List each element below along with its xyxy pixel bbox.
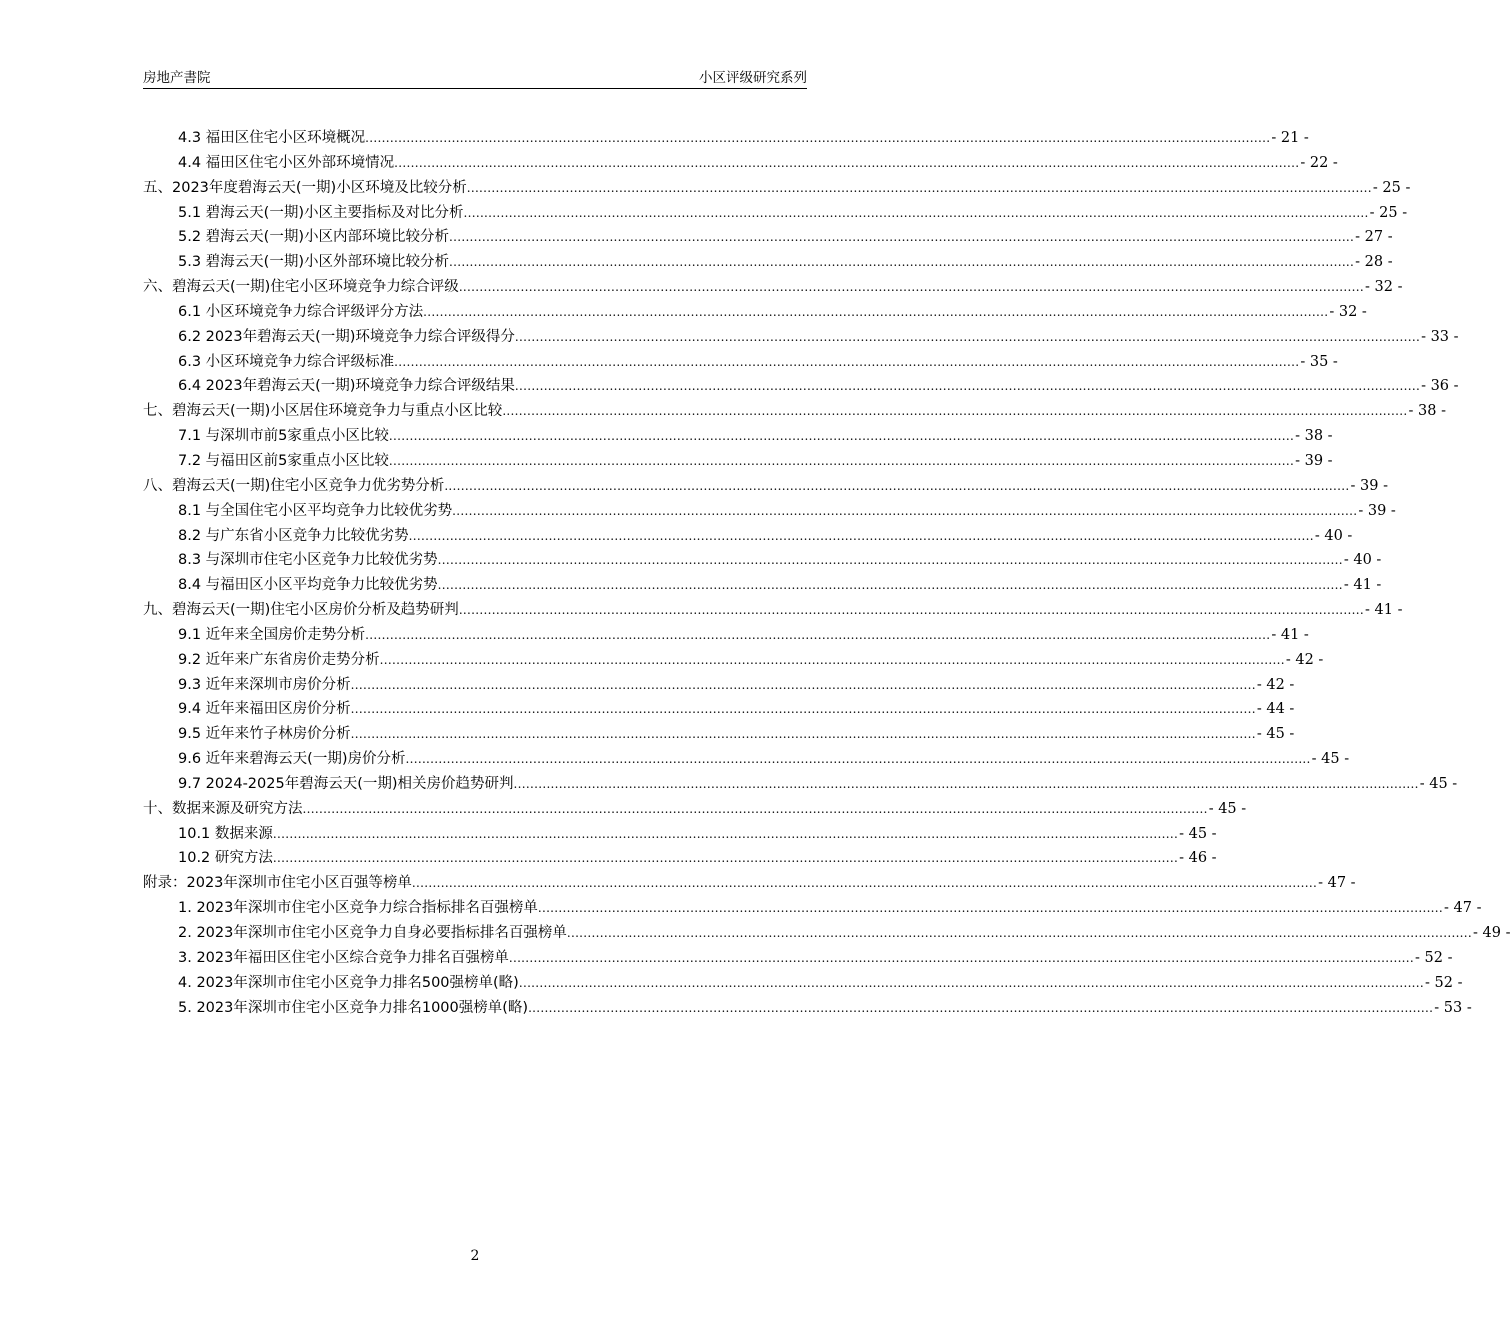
toc-dot-leader: ............................................................................................................................................................................................................................ <box>394 155 1300 170</box>
toc-entry-page: - 40 - <box>1314 527 1353 544</box>
toc-dot-leader: ............................................................................................................................................................................................................................ <box>379 652 1285 667</box>
toc-dot-leader: ............................................................................................................................................................................................................................ <box>272 851 1179 866</box>
toc-entry-page: - 41 - <box>1271 626 1309 643</box>
toc-entry[interactable] <box>143 797 1247 822</box>
toc-entry-page: - 32 - <box>1329 303 1367 320</box>
toc-dot-leader: ............................................................................................................................................................................................................................ <box>365 627 1271 642</box>
toc-entry-page: - 38 - <box>1408 403 1446 420</box>
toc-entry[interactable] <box>143 474 1388 499</box>
toc-dot-leader: ............................................................................................................................................................................................................................ <box>388 429 1295 444</box>
toc-entry[interactable] <box>143 374 1459 399</box>
toc-entry-title: 9.5 近年来竹子林房价分析 <box>178 726 351 743</box>
toc-entry[interactable] <box>143 623 1309 648</box>
toc-entry[interactable] <box>143 201 1408 226</box>
toc-entry-page: - 22 - <box>1300 154 1338 171</box>
toc-entry[interactable] <box>143 921 1511 946</box>
toc-dot-leader: ............................................................................................................................................................................................................................ <box>514 379 1421 394</box>
toc-entry-title: 10.2 研究方法 <box>178 850 273 867</box>
toc-entry-page: - 45 - <box>1179 825 1217 842</box>
toc-entry-page: - 25 - <box>1372 179 1411 196</box>
toc-entry-title: 4. 2023年深圳市住宅小区竞争力排名500强榜单(略) <box>178 974 519 991</box>
toc-entry-title: 4.3 福田区住宅小区环境概况 <box>178 130 366 146</box>
toc-entry-page: - 40 - <box>1343 552 1382 569</box>
toc-entry[interactable] <box>143 697 1295 722</box>
toc-entry[interactable] <box>143 996 1472 1021</box>
toc-entry-title: 8.1 与全国住宅小区平均竞争力比较优劣势 <box>178 502 453 519</box>
toc-entry-page: - 41 - <box>1365 602 1403 619</box>
toc-dot-leader: ............................................................................................................................................................................................................................ <box>350 702 1256 717</box>
toc-dot-leader: ............................................................................................................................................................................................................................ <box>513 776 1419 791</box>
toc-dot-leader: ............................................................................................................................................................................................................................ <box>448 230 1355 245</box>
toc-dot-leader: ............................................................................................................................................................................................................................ <box>537 901 1444 916</box>
toc-entry-page: - 39 - <box>1350 477 1388 494</box>
toc-entry[interactable] <box>143 524 1353 549</box>
toc-entry-page: - 52 - <box>1415 949 1453 966</box>
toc-dot-leader: ............................................................................................................................................................................................................................ <box>518 975 1425 990</box>
toc-entry[interactable] <box>143 225 1393 250</box>
toc-entry-title: 8.2 与广东省小区竞争力比较优劣势 <box>178 527 409 544</box>
toc-entry[interactable] <box>143 822 1217 847</box>
toc-entry-title: 5.3 碧海云天(一期)小区外部环境比较分析 <box>178 254 449 271</box>
toc-entry-title: 十、数据来源及研究方法 <box>143 800 303 817</box>
toc-entry[interactable] <box>143 424 1333 449</box>
toc-entry-page: - 42 - <box>1285 651 1324 668</box>
toc-dot-leader: ............................................................................................................................................................................................................................ <box>437 553 1343 568</box>
toc-entry-title: 7.2 与福田区前5家重点小区比较 <box>178 452 389 469</box>
toc-entry-title: 9.4 近年来福田区房价分析 <box>178 701 351 718</box>
toc-entry-title: 6.3 小区环境竞争力综合评级标准 <box>178 353 395 370</box>
toc-dot-leader: ............................................................................................................................................................................................................................ <box>514 329 1421 344</box>
toc-entry-title: 9.2 近年来广东省房价走势分析 <box>178 651 380 668</box>
toc-entry-page: - 44 - <box>1256 701 1295 718</box>
toc-entry-title: 3. 2023年福田区住宅小区综合竞争力排名百强榜单 <box>178 949 509 966</box>
toc-entry[interactable] <box>143 846 1217 871</box>
toc-entry-page: - 53 - <box>1434 999 1472 1016</box>
toc-dot-leader: ............................................................................................................................................................................................................................ <box>272 826 1179 841</box>
toc-entry-page: - 32 - <box>1365 279 1403 296</box>
toc-entry-page: - 36 - <box>1421 378 1459 395</box>
toc-entry[interactable] <box>143 325 1459 350</box>
toc-dot-leader: ............................................................................................................................................................................................................................ <box>458 603 1364 618</box>
header-publisher: 房地产書院 <box>143 70 211 86</box>
toc-entry[interactable] <box>143 350 1338 375</box>
toc-entry-title: 6.4 2023年碧海云天(一期)环境竞争力综合评级结果 <box>178 378 515 395</box>
toc-entry-page: - 33 - <box>1421 328 1459 345</box>
toc-dot-leader: ............................................................................................................................................................................................................................ <box>365 131 1271 145</box>
toc-entry-page: - 42 - <box>1256 676 1295 693</box>
toc-entry[interactable] <box>143 548 1382 573</box>
toc-entry[interactable] <box>143 250 1393 275</box>
table-of-contents <box>143 126 1511 1020</box>
toc-dot-leader: ............................................................................................................................................................................................................................ <box>448 255 1355 270</box>
toc-entry[interactable] <box>143 176 1411 201</box>
toc-entry-title: 8.4 与福田区小区平均竞争力比较优劣势 <box>178 577 438 594</box>
toc-entry[interactable] <box>143 399 1446 424</box>
toc-dot-leader: ............................................................................................................................................................................................................................ <box>350 727 1256 742</box>
toc-dot-leader: ............................................................................................................................................................................................................................ <box>452 503 1358 518</box>
toc-entry-page: - 47 - <box>1444 900 1482 917</box>
toc-entry-page: - 41 - <box>1343 577 1382 594</box>
toc-dot-leader: ............................................................................................................................................................................................................................ <box>408 528 1314 543</box>
toc-entry[interactable] <box>143 648 1324 673</box>
toc-dot-leader: ............................................................................................................................................................................................................................ <box>444 478 1350 493</box>
page-header <box>143 66 807 89</box>
toc-entry-title: 4.4 福田区住宅小区外部环境情况 <box>178 154 395 171</box>
toc-entry-title: 2. 2023年深圳市住宅小区竞争力自身必要指标排名百强榜单 <box>178 925 567 941</box>
toc-entry-title: 五、2023年度碧海云天(一期)小区环境及比较分析 <box>143 179 467 196</box>
toc-dot-leader: ............................................................................................................................................................................................................................ <box>350 677 1256 692</box>
toc-entry-page: - 45 - <box>1419 775 1458 792</box>
toc-entry-page: - 28 - <box>1355 254 1393 271</box>
toc-dot-leader: ............................................................................................................................................................................................................................ <box>437 578 1343 593</box>
toc-entry-title: 7.1 与深圳市前5家重点小区比较 <box>178 428 389 445</box>
toc-entry-title: 附录：2023年深圳市住宅小区百强等榜单 <box>143 875 412 892</box>
toc-entry-title: 5.2 碧海云天(一期)小区内部环境比较分析 <box>178 229 449 246</box>
toc-entry-title: 9.3 近年来深圳市房价分析 <box>178 676 351 693</box>
toc-dot-leader: ............................................................................................................................................................................................................................ <box>302 801 1208 816</box>
toc-entry[interactable] <box>143 747 1350 772</box>
toc-entry-page: - 21 - <box>1271 130 1309 146</box>
toc-entry[interactable] <box>143 598 1403 623</box>
toc-entry-page: - 47 - <box>1318 875 1356 892</box>
toc-dot-leader: ............................................................................................................................................................................................................................ <box>405 752 1311 767</box>
toc-entry[interactable] <box>143 946 1453 971</box>
toc-entry-title: 9.1 近年来全国房价走势分析 <box>178 626 366 643</box>
toc-entry[interactable] <box>143 673 1295 698</box>
toc-entry[interactable] <box>143 126 1309 151</box>
toc-dot-leader: ............................................................................................................................................................................................................................ <box>566 926 1473 940</box>
toc-entry[interactable] <box>143 971 1463 996</box>
toc-entry[interactable] <box>143 772 1458 797</box>
toc-entry[interactable] <box>143 573 1382 598</box>
toc-entry[interactable] <box>143 151 1338 176</box>
toc-dot-leader: ............................................................................................................................................................................................................................ <box>502 404 1408 419</box>
toc-entry-page: - 35 - <box>1300 353 1338 370</box>
toc-entry-page: - 27 - <box>1355 229 1393 246</box>
toc-dot-leader: ............................................................................................................................................................................................................................ <box>463 205 1369 220</box>
toc-dot-leader: ............................................................................................................................................................................................................................ <box>423 304 1329 319</box>
toc-dot-leader: ............................................................................................................................................................................................................................ <box>508 950 1415 965</box>
toc-entry-title: 6.2 2023年碧海云天(一期)环境竞争力综合评级得分 <box>178 328 515 345</box>
toc-entry-page: - 45 - <box>1311 751 1350 768</box>
toc-entry-title: 六、碧海云天(一期)住宅小区环境竞争力综合评级 <box>143 279 459 296</box>
toc-entry-page: - 39 - <box>1358 502 1396 519</box>
toc-entry[interactable] <box>143 300 1367 325</box>
toc-entry-page: - 38 - <box>1295 428 1333 445</box>
header-series-title: 小区评级研究系列 <box>699 70 807 86</box>
toc-entry[interactable] <box>143 871 1356 896</box>
toc-dot-leader: ............................................................................................................................................................................................................................ <box>458 280 1364 295</box>
toc-entry-title: 八、碧海云天(一期)住宅小区竞争力优劣势分析 <box>143 477 445 494</box>
toc-dot-leader: ............................................................................................................................................................................................................................ <box>388 453 1295 468</box>
toc-entry-page: - 46 - <box>1179 850 1217 867</box>
toc-entry-page: - 52 - <box>1425 974 1463 991</box>
toc-entry-title: 6.1 小区环境竞争力综合评级评分方法 <box>178 303 424 320</box>
toc-entry-page: - 45 - <box>1208 800 1247 817</box>
toc-entry[interactable] <box>143 499 1396 524</box>
toc-entry-title: 九、碧海云天(一期)住宅小区房价分析及趋势研判 <box>143 602 459 619</box>
toc-entry-page: - 39 - <box>1295 452 1333 469</box>
toc-dot-leader: ............................................................................................................................................................................................................................ <box>528 1000 1434 1015</box>
toc-dot-leader: ............................................................................................................................................................................................................................ <box>411 876 1318 891</box>
toc-entry[interactable] <box>143 722 1295 747</box>
toc-entry-title: 9.7 2024-2025年碧海云天(一期)相关房价趋势研判 <box>178 775 514 792</box>
toc-entry-page: - 45 - <box>1256 726 1295 743</box>
page-number: 2 <box>470 1248 480 1264</box>
toc-entry[interactable] <box>143 896 1482 921</box>
toc-entry-title: 9.6 近年来碧海云天(一期)房价分析 <box>178 751 406 768</box>
toc-entry-title: 10.1 数据来源 <box>178 825 273 842</box>
toc-dot-leader: ............................................................................................................................................................................................................................ <box>394 354 1300 369</box>
toc-entry-page: - 49 - <box>1473 925 1511 941</box>
toc-entry-title: 5. 2023年深圳市住宅小区竞争力排名1000强榜单(略) <box>178 999 529 1016</box>
toc-entry-title: 七、碧海云天(一期)小区居住环境竞争力与重点小区比较 <box>143 403 503 420</box>
toc-entry-title: 5.1 碧海云天(一期)小区主要指标及对比分析 <box>178 204 464 221</box>
toc-entry[interactable] <box>143 449 1333 474</box>
toc-entry-title: 1. 2023年深圳市住宅小区竞争力综合指标排名百强榜单 <box>178 900 538 917</box>
toc-dot-leader: ............................................................................................................................................................................................................................ <box>466 180 1372 195</box>
toc-entry-page: - 25 - <box>1369 204 1408 221</box>
toc-entry[interactable] <box>143 275 1403 300</box>
toc-entry-title: 8.3 与深圳市住宅小区竞争力比较优劣势 <box>178 552 438 569</box>
